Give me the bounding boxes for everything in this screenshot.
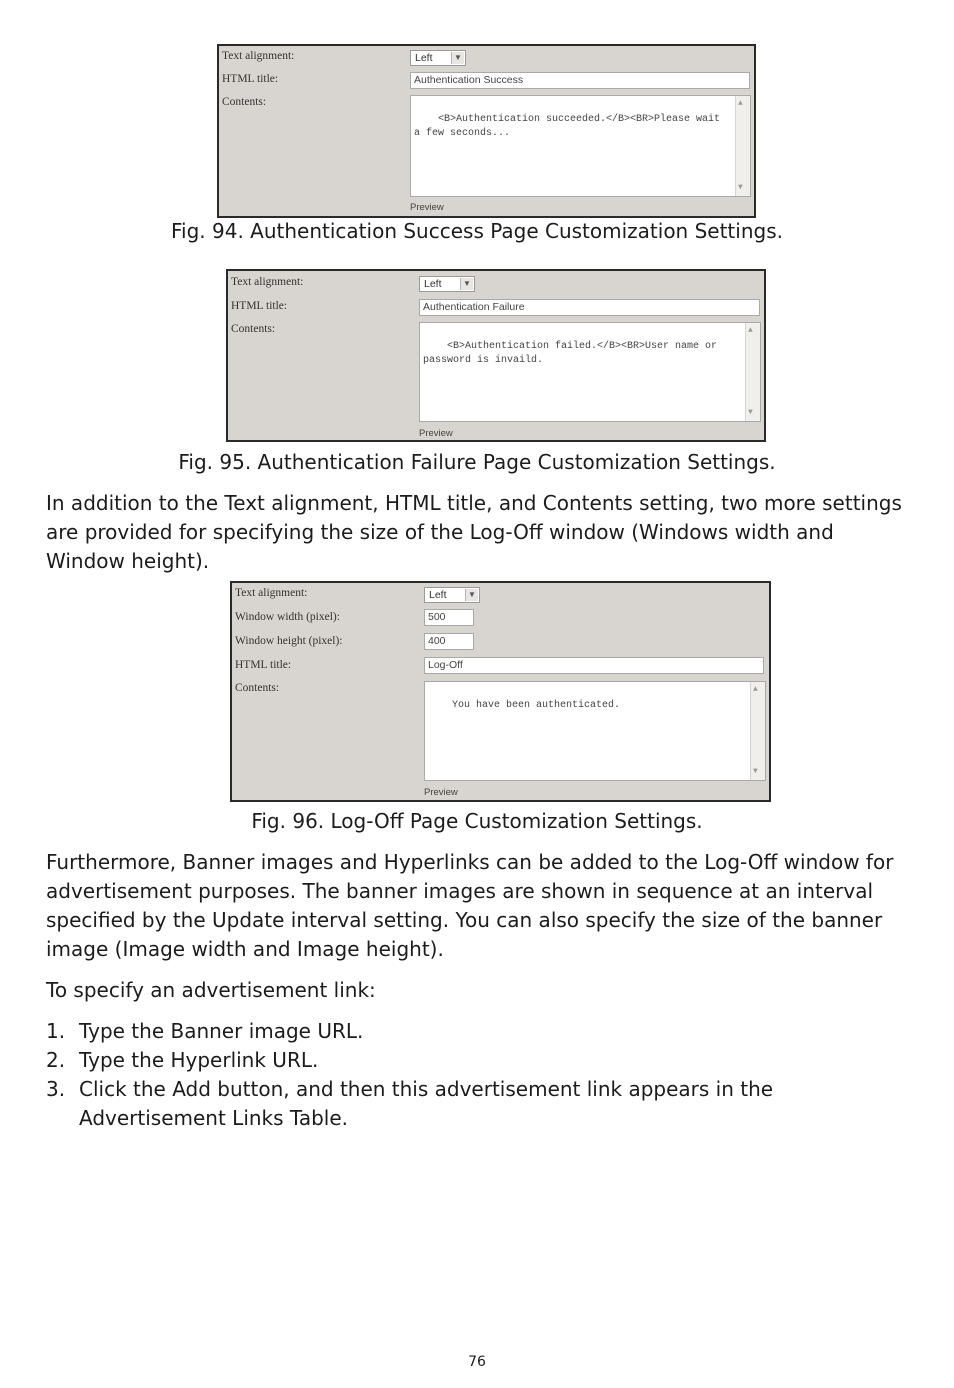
text-alignment-label: Text alignment: [235, 587, 308, 599]
contents-text: You have been authenticated. [452, 700, 621, 711]
html-title-input[interactable]: Authentication Failure [419, 299, 760, 316]
fig95-caption: Fig. 95. Authentication Failure Page Customization Settings. [178, 450, 776, 474]
preview-link[interactable]: Preview [410, 202, 444, 213]
text-alignment-select[interactable] [424, 587, 480, 603]
scroll-down-icon: ▼ [748, 408, 753, 417]
paragraph-specify-link: To specify an advertisement link: [46, 978, 376, 1002]
window-width-label: Window width (pixel): [235, 611, 340, 623]
html-title-label: HTML title: [231, 300, 288, 312]
text-alignment-select[interactable] [419, 276, 475, 292]
scroll-up-icon: ▲ [753, 685, 758, 694]
contents-textarea[interactable] [424, 681, 766, 781]
window-height-input[interactable]: 400 [424, 633, 474, 650]
chevron-down-icon: ▼ [465, 589, 478, 601]
contents-text: <B>Authentication succeeded.</B><BR>Please wait a few seconds... [414, 114, 727, 139]
paragraph-log-off-size: In addition to the Text alignment, HTML title, and Contents setting, two more settings are provided for specifying the size of the Log-Off window (Windows width and Window height). [46, 491, 902, 573]
step-number: 2. [46, 1048, 66, 1072]
html-title-label: HTML title: [235, 659, 292, 671]
scrollbar[interactable] [745, 323, 760, 421]
step-text: Click the Add button, and then this advertisement link appears in the Advertisement Links Table. [79, 1077, 774, 1130]
scrollbar[interactable] [735, 96, 750, 196]
step-text: Type the Banner image URL. [79, 1019, 364, 1043]
page-number: 76 [468, 1354, 486, 1370]
contents-text: <B>Authentication failed.</B><BR>User name or password is invaild. [423, 341, 724, 366]
scroll-up-icon: ▲ [748, 326, 753, 335]
preview-link[interactable]: Preview [419, 428, 453, 439]
contents-label: Contents: [231, 323, 276, 335]
scroll-down-icon: ▼ [753, 767, 758, 776]
text-alignment-label: Text alignment: [231, 276, 304, 288]
text-alignment-value: Left [424, 278, 442, 290]
fig94-caption: Fig. 94. Authentication Success Page Customization Settings. [171, 219, 783, 243]
text-alignment-value: Left [415, 52, 433, 64]
window-width-input[interactable]: 500 [424, 609, 474, 626]
step-number: 1. [46, 1019, 66, 1043]
window-height-label: Window height (pixel): [235, 635, 343, 647]
scroll-up-icon: ▲ [738, 99, 743, 108]
scrollbar[interactable] [750, 682, 765, 780]
fig96-caption: Fig. 96. Log-Off Page Customization Settings. [251, 809, 703, 833]
step-number: 3. [46, 1077, 66, 1101]
contents-label: Contents: [235, 682, 280, 694]
text-alignment-value: Left [429, 589, 447, 601]
step-text: Type the Hyperlink URL. [79, 1048, 319, 1072]
html-title-input[interactable]: Log-Off [424, 657, 764, 674]
contents-textarea[interactable] [419, 322, 761, 422]
chevron-down-icon: ▼ [460, 278, 473, 290]
contents-textarea[interactable] [410, 95, 751, 197]
preview-link[interactable]: Preview [424, 787, 458, 798]
fig96-screenshot [230, 581, 771, 802]
fig95-screenshot [226, 269, 766, 442]
scroll-down-icon: ▼ [738, 183, 743, 192]
chevron-down-icon: ▼ [451, 52, 464, 64]
text-alignment-label: Text alignment: [222, 50, 295, 62]
fig94-screenshot [217, 44, 756, 218]
html-title-input[interactable]: Authentication Success [410, 72, 750, 89]
text-alignment-select[interactable] [410, 50, 466, 66]
paragraph-banner-images: Furthermore, Banner images and Hyperlinks can be added to the Log-Off window for advertisement purposes. The banner images are shown in sequence at an interval specified by the Update interval setting. You can also specify the size of the banner image (Image width and Image height). [46, 850, 894, 961]
contents-label: Contents: [222, 96, 267, 108]
html-title-label: HTML title: [222, 73, 279, 85]
